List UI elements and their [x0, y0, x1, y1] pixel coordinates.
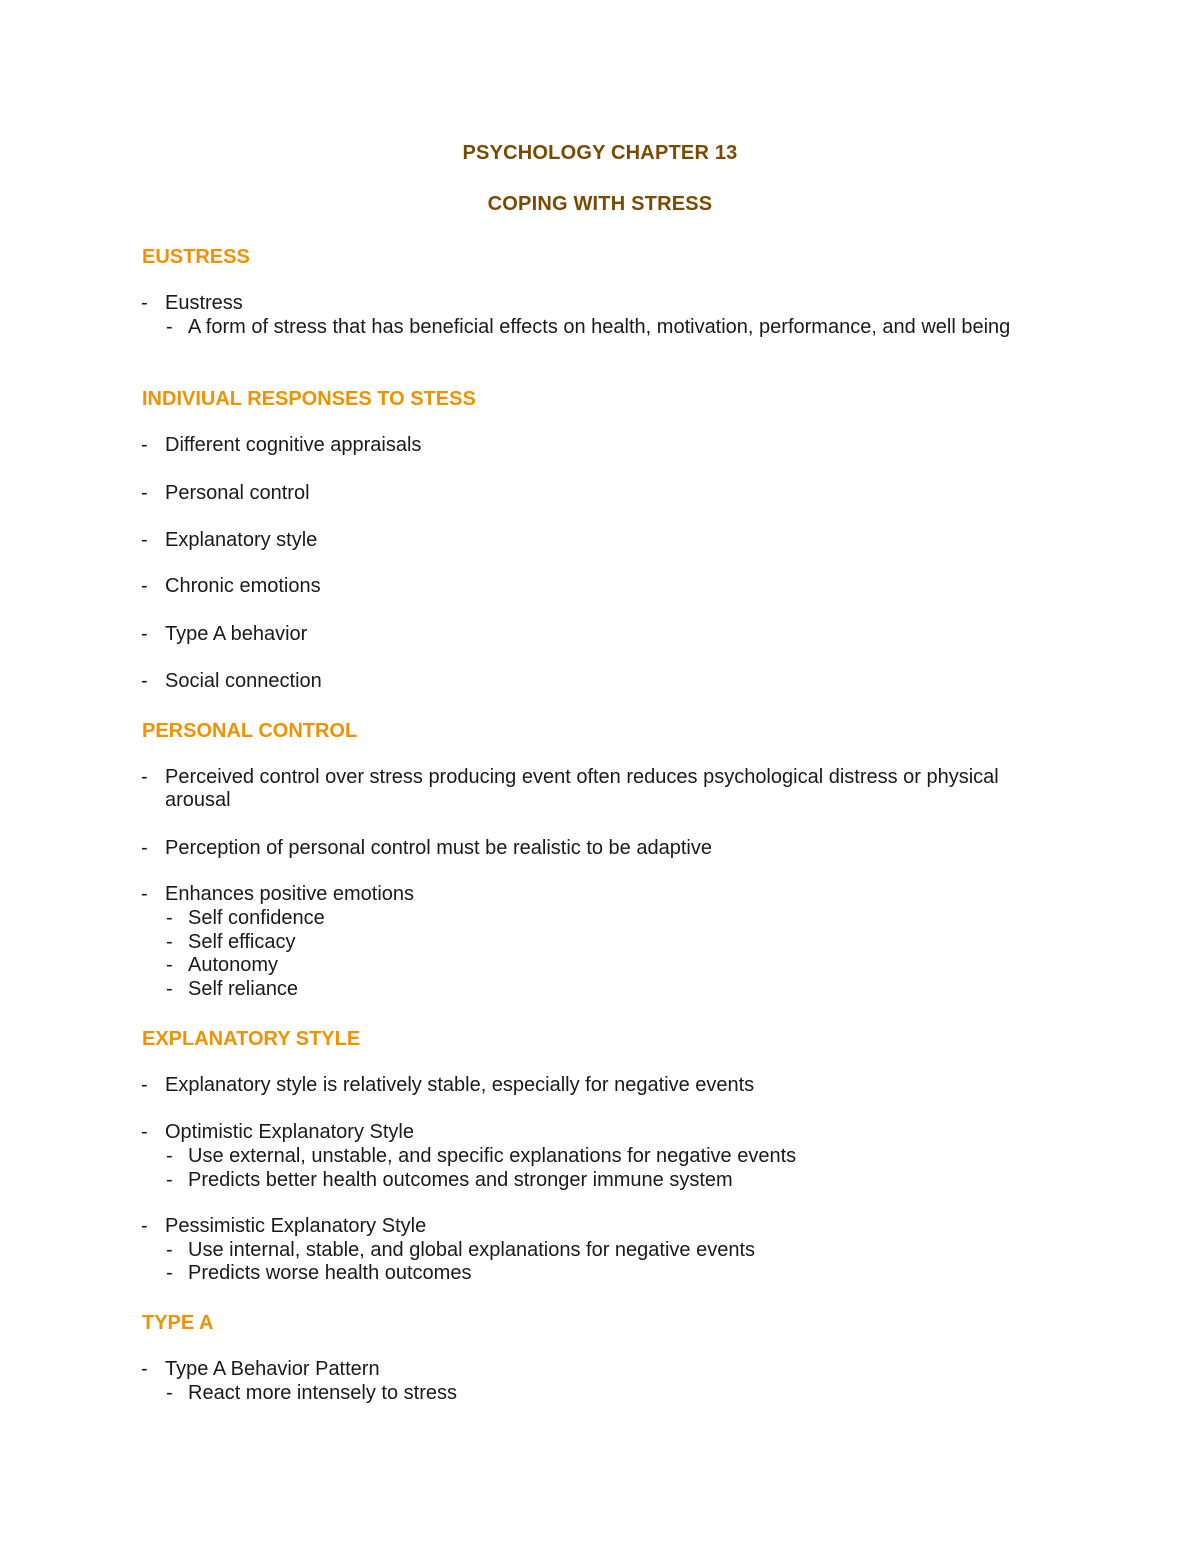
sub-list-item: - Autonomy: [166, 954, 279, 976]
list-item: - Eustress: [141, 292, 243, 314]
list-item: - Enhances positive emotions: [141, 883, 415, 905]
list-item: - Pessimistic Explanatory Style: [141, 1215, 427, 1237]
list-item: - Different cognitive appraisals: [141, 434, 422, 456]
document-title: PSYCHOLOGY CHAPTER 13: [462, 142, 738, 164]
list-item: - Social connection: [141, 670, 322, 692]
section-heading-type-a: TYPE A: [142, 1312, 214, 1334]
document-subtitle: COPING WITH STRESS: [487, 193, 713, 215]
sub-list-item: - A form of stress that has beneficial effects on health, motivation, performance, and well being: [166, 316, 1011, 338]
sub-list-item: - React more intensely to stress: [166, 1382, 457, 1404]
sub-list-item: - Use external, unstable, and specific explanations for negative events: [166, 1145, 797, 1167]
section-heading-explanatory-style: EXPLANATORY STYLE: [142, 1028, 361, 1050]
sub-list-item: - Self confidence: [166, 907, 325, 929]
list-item: - Type A Behavior Pattern: [141, 1358, 380, 1380]
section-heading-eustress: EUSTRESS: [142, 246, 250, 268]
section-heading-personal-control: PERSONAL CONTROL: [142, 720, 358, 742]
bullet-dash: -: [141, 292, 148, 314]
sub-list-item: - Self efficacy: [166, 931, 296, 953]
bullet-dash: -: [166, 316, 173, 338]
list-item: - Explanatory style is relatively stable, especially for negative events: [141, 1074, 755, 1096]
list-item: - Perception of personal control must be realistic to be adaptive: [141, 837, 712, 859]
list-item: - Optimistic Explanatory Style: [141, 1121, 414, 1143]
list-item: - Explanatory style: [141, 529, 318, 551]
sub-list-item: - Predicts better health outcomes and stronger immune system: [166, 1169, 733, 1191]
sub-list-item: - Predicts worse health outcomes: [166, 1262, 472, 1284]
list-item: - Chronic emotions: [141, 575, 321, 597]
section-heading-responses: INDIVIUAL RESPONSES TO STESS: [142, 388, 476, 410]
list-item: - Type A behavior: [141, 623, 308, 645]
list-item: - Perceived control over stress producing event often reduces psychological distress or physical arousal: [141, 766, 999, 811]
sub-list-item: - Use internal, stable, and global explanations for negative events: [166, 1239, 756, 1261]
list-item: - Personal control: [141, 482, 310, 504]
sub-list-item: - Self reliance: [166, 978, 299, 1000]
